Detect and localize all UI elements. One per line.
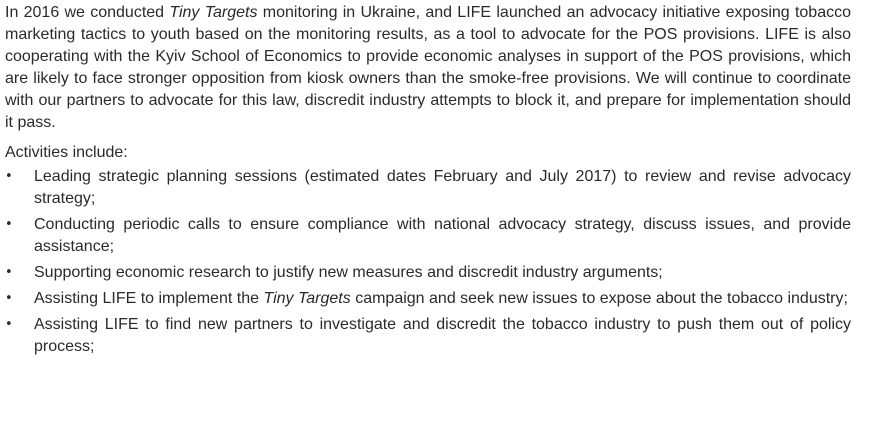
list-item-text: Supporting economic research to justify new measures and discredit industry arguments;: [34, 264, 663, 281]
bullet-icon: •: [5, 265, 13, 280]
list-item-text: Assisting LIFE to implement the: [34, 290, 264, 307]
activities-list: [5, 166, 851, 358]
list-item-text: campaign and seek new issues to expose about the tobacco industry;: [350, 290, 848, 307]
intro-italic-title: Tiny Targets: [169, 4, 258, 21]
list-item-text: Conducting periodic calls to ensure compliance with national advocacy strategy, discuss issues, and provide assistance;: [34, 216, 851, 255]
list-item-italic-title: Tiny Targets: [263, 290, 351, 307]
activities-heading: Activities include:: [5, 144, 128, 161]
list-item: [5, 314, 851, 358]
intro-paragraph: [5, 2, 851, 134]
bullet-icon: •: [5, 169, 13, 184]
bullet-icon: •: [5, 317, 13, 332]
intro-text: In 2016 we conducted: [5, 4, 170, 21]
list-item-text: Leading strategic planning sessions (estimated dates February and July 2017) to review and revise advocacy strategy;: [34, 168, 851, 207]
list-item: [5, 214, 851, 258]
bullet-icon: •: [5, 291, 13, 306]
list-item: [5, 166, 851, 210]
bullet-icon: •: [5, 217, 13, 232]
list-item: [5, 262, 851, 284]
document-page: [5, 2, 851, 362]
list-item-text: Assisting LIFE to find new partners to investigate and discredit the tobacco industry to push them out of policy process;: [34, 316, 851, 355]
intro-text: monitoring in Ukraine, and LIFE launched an advocacy initiative exposing tobacco marketing tactics to youth based on the monitoring results, as a tool to advocate for the POS provisions. LIFE is also cooperating with the Kyiv School of Economics to provide economic analyses in support of the POS provisions, which are likely to face stronger opposition from kiosk owners than the smoke-free provisions. We will continue to coordinate with our partners to advocate for this law, discredit industry attempts to block it, and prepare for implementation should it pass.: [5, 4, 851, 131]
list-item: [5, 288, 851, 310]
